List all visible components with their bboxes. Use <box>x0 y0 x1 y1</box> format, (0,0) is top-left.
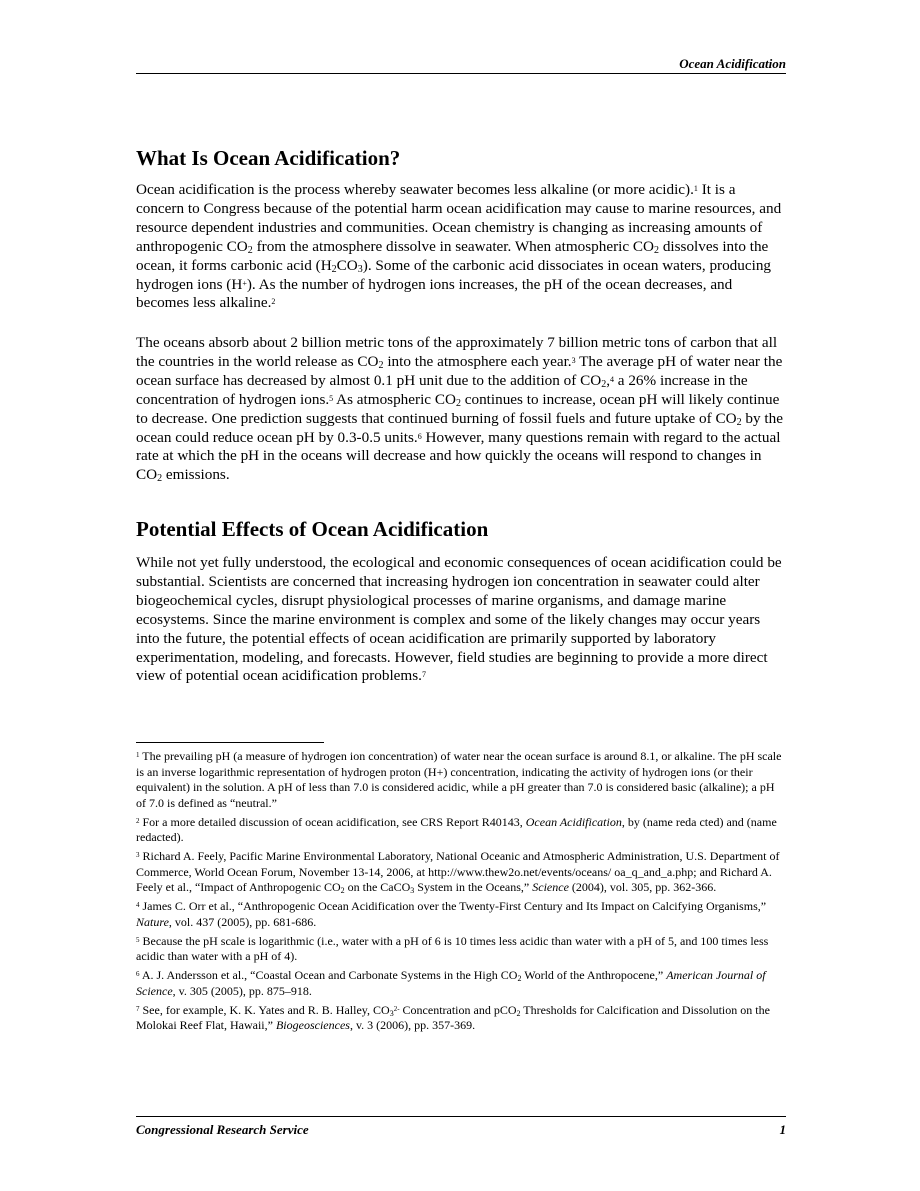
footnote-2: $^2$ For a more detailed discussion of ocean acidification, see CRS Report R40143, Ocean Acidification, by (name reda cted) and (name redacted). <box>136 814 777 844</box>
footnote-4: $^4$ James C. Orr et al., “Anthropogenic Ocean Acidification over the Twenty-First Century and Its Impact on Calcifying Organisms,” Nature, vol. 437 (2005), pp. 681-686. <box>136 899 767 929</box>
section-heading-potential-effects: Potential Effects of Ocean Acidification <box>136 517 489 541</box>
footnote-1: $^1$ The prevailing pH (a measure of hydrogen ion concentration) of water near the ocean surface is around 8.1, or alkaline. The pH scale is an inverse logarithmic representation of hydrogen proton (H+) concentration, indicating the activity of hydrogen ions (or their equivalent) in the solution. A pH of less than 7.0 is considered acidic, while a pH greater than 7.0 is considered basic (alkaline); a pH of 7.0 is defined as “neutral.” <box>136 749 782 810</box>
footnote-7: $^7$ See, for example, K. K. Yates and R. B. Halley, $CO_3^{2-}$ Concentration and pCO$_2$ Thresholds for Calcification and Dissolution on the Molokai Reef Flat, Hawaii,” Biogeosciences, v. 3 (2006), pp. 357-369. <box>136 1002 770 1032</box>
footnote-3: $^3$ Richard A. Feely, Pacific Marine Environmental Laboratory, National Oceanic and Atmospheric Administration, U.S. Department of Commerce, World Ocean Forum, November 13-14, 2006, at http://www.thew2o.net/events/oceans/ oa_q_and_a.php; and Richard A. Feely et al., “Impact of Anthropogenic $CO_2$ on the CaCO$_3$ System in the Oceans,” Science (2004), vol. 305, pp. 362-366. <box>136 849 780 895</box>
page-number: 1 <box>779 1122 786 1137</box>
footnote-ref-4[interactable]: 4 <box>610 374 614 384</box>
footnote-ref-1[interactable]: 1 <box>693 184 698 193</box>
footnote-6: $^6$ A. J. Andersson et al., “Coastal Ocean and Carbonate Systems in the High $CO_2$ World of the Anthropocene,” American Journal of Science, v. 305 (2005), pp. 875–918. <box>136 968 766 998</box>
footnote-5: $^5$ Because the pH scale is logarithmic (i.e., water with a pH of 6 is 10 times less acidic than water with a pH of 5, and 100 times less acidic than water with a pH of 4). <box>136 933 769 963</box>
footnote-ref-3[interactable]: 3 <box>571 355 576 365</box>
header-divider <box>136 73 786 74</box>
footnote-ref-2[interactable]: 2 <box>271 297 276 307</box>
paragraph-potential-effects: While not yet fully understood, the ecological and economic consequences of ocean acidification could be substantial. Scientists are concerned that increasing hydrogen ion concentration in seawater could alter biogeochemical cycles, disrupt physiological processes of marine organisms, and damage marine ecosystems. Since the marine environment is complex and some of the likely changes may occur years into the future, the potential effects of ocean acidification are primarily supported by laboratory experimentation, modeling, and forecasts. However, field studies are beginning to provide a more direct view of potential ocean acidification problems.$^7$ <box>136 554 782 685</box>
footnotes <box>136 749 786 1037</box>
running-header: Ocean Acidification <box>679 56 786 71</box>
footnote-divider <box>136 742 324 743</box>
section-heading-what-is: What Is Ocean Acidification? <box>136 146 401 170</box>
footnote-ref-6[interactable]: 6 <box>417 431 422 441</box>
footnote-ref-7[interactable]: 7 <box>421 670 426 680</box>
footer-publisher: Congressional Research Service <box>136 1122 309 1137</box>
footer-divider <box>136 1116 786 1117</box>
paragraph-definition: Ocean acidification is the process whereby seawater becomes less alkaline (or more acidic).$^1$ It is a concern to Congress because of the potential harm ocean acidification may cause to marine resources, and resource dependent industries and communities. Ocean chemistry is changing as increasing amounts of anthropogenic $CO_2$ from the atmosphere dissolve in seawater. When atmospheric $CO_2$ dissolves into the ocean, it forms carbonic acid $(H_2CO_3)$. Some of the carbonic acid dissociates in ocean waters, producing hydrogen ions (H+). As the number of hydrogen ions increases, the pH of the ocean decreases, and becomes less alkaline.$^2$ <box>136 181 782 312</box>
footnote-ref-5[interactable]: 5 <box>329 393 334 403</box>
paragraph-carbon-absorption: The oceans absorb about 2 billion metric tons of the approximately 7 billion metric tons of carbon that all the countries in the world release as $CO_2$ into the atmosphere each year.$^3$ The average pH of water near the ocean surface has decreased by almost 0.1 pH unit due to the addition of $CO_2,^4$ a 26% increase in the concentration of hydrogen ions.$^5$ As atmospheric $CO_2$ continues to increase, ocean pH will likely continue to decrease. One prediction suggests that continued burning of fossil fuels and future uptake of $CO_2$ by the ocean could reduce ocean pH by 0.3-0.5 units.$^6$ However, many questions remain with regard to the actual rate at which the pH in the oceans will decrease and how quickly the oceans will respond to changes in $CO_2$ emissions. <box>136 334 783 485</box>
